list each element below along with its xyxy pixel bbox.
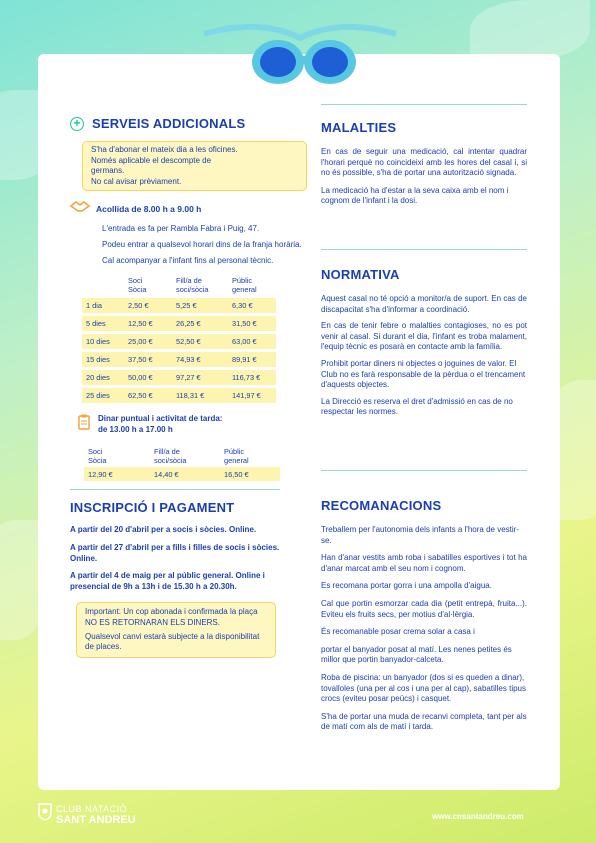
recomanacions-paragraph: Han d'anar vestits amb roba i sabatilles esportives i tot ha d'anar marcat amb el seu nom i cognom. (321, 553, 527, 573)
table-cell: 25,00 € (124, 334, 172, 349)
malalties-paragraph: La medicació ha d'estar a la seva caixa amb el nom i cognom de l'infant i la dosi. (321, 185, 509, 206)
inscripcio-list (70, 525, 280, 592)
table-row (84, 467, 280, 481)
normativa-paragraph: Prohibit portar diners ni objectes o joguines de valor. El Club no es farà responsable de la pèrdua o el trencament d'aquests objectes. (321, 358, 526, 390)
table-header-row (82, 274, 276, 296)
recomanacions-title: RECOMANACIONS (321, 498, 442, 513)
inscripcio-item: A partir del 27 d'abril per a fills i filles de socis i sòcies. Online. (70, 542, 280, 563)
serveis-heading (70, 116, 310, 131)
recomanacions-paragraph: portar el banyador posat al matí. Les nenes petites és millor que portin banyador-calceta. (321, 644, 512, 665)
table-header: Fill/a de soci/sòcia (176, 276, 209, 295)
table-cell: 1 dia (82, 298, 124, 313)
recomanacions-paragraph: Es recomana portar gorra i una ampolla d'aigua. (321, 581, 492, 591)
acollida-heading (70, 199, 310, 218)
divider (321, 470, 527, 471)
divider (321, 249, 527, 250)
normativa-section (321, 267, 527, 418)
malalties-title: MALALTIES (321, 120, 397, 135)
dinar-heading (78, 414, 310, 435)
malalties-paragraph: En cas de seguir una medicació, cal intentar quadrar l'horari perquè no coincideixi amb les hores del casal i, si no és possible, s'ha de portar una autorització signada. (321, 147, 527, 178)
table-cell: 2,50 € (124, 298, 172, 313)
recomanacions-paragraph: Cal que portin esmorzar cada dia (petit entrepà, fruita...). Eviteu els fruits secs, per motius d'al·lèrgia. (321, 598, 527, 619)
table-row (82, 298, 276, 313)
table-header: Soci Sòcia (128, 276, 147, 295)
serveis-note-line: S'ha d'abonar el mateix dia a les oficines. (91, 145, 238, 154)
inscripcio-title: INSCRIPCIÓ I PAGAMENT (70, 500, 235, 516)
table-cell: 63,00 € (228, 334, 276, 349)
content-card (38, 54, 560, 790)
acollida-line: Cal acompanyar a l'infant fins al personal tècnic. (102, 255, 274, 265)
logo-line: SANT ANDREU (56, 813, 136, 826)
table-spacer (82, 403, 276, 406)
table-cell: 50,00 € (124, 370, 172, 385)
table-cell: 52,50 € (172, 334, 228, 349)
table-cell: 31,50 € (228, 316, 276, 331)
table-cell: 97,27 € (172, 370, 228, 385)
table-header (82, 274, 124, 296)
serveis-note-line: Només aplicable el descompte de (91, 155, 212, 165)
table-cell: 10 dies (82, 334, 124, 349)
club-crest-icon (38, 803, 52, 826)
table-cell: 5,25 € (172, 298, 228, 313)
acollida-title: Acollida de 8.00 h a 9.00 h (96, 203, 202, 214)
table-cell: 141,97 € (228, 388, 276, 403)
table-row (82, 370, 276, 385)
table-cell: 37,50 € (124, 352, 172, 367)
malalties-section (321, 120, 527, 207)
acollida-line: L'entrada es fa per Rambla Fabra i Puig, 47. (102, 224, 260, 234)
serveis-note-line: No cal avisar prèviament. (91, 176, 182, 186)
table-cell: 116,73 € (228, 370, 276, 385)
important-text: Qualsevol canvi estarà subjecte a la disponibilitat de places. (85, 631, 260, 652)
table-cell: 5 dies (82, 316, 124, 331)
table-row (82, 316, 276, 331)
table-cell: 15 dies (82, 352, 124, 367)
recomanacions-paragraph: Treballem per l'autonomia dels infants a l'hora de vestir-se. (321, 525, 519, 545)
important-text: Important: Un cop abonada i confirmada la plaça NO ES RETORNARAN ELS DINERS. (85, 607, 258, 627)
important-box (76, 602, 276, 657)
inscripcio-item: A partir del 20 d'abril per a socis i sòcies. Online. (70, 525, 257, 535)
table-row (82, 334, 276, 349)
serveis-note-box (82, 141, 307, 191)
table-cell: 26,25 € (172, 316, 228, 331)
table-cell: 20 dies (82, 370, 124, 385)
background-leaf (470, 0, 590, 60)
table-cell: 12,50 € (124, 316, 172, 331)
table-cell: 74,93 € (172, 352, 228, 367)
divider (321, 104, 527, 105)
table-cell: 14,40 € (150, 467, 220, 481)
table-row (82, 352, 276, 367)
dinar-title: Dinar puntual i activitat de tarda: (98, 414, 223, 424)
acollida-details (102, 224, 302, 266)
left-column (70, 116, 310, 658)
recomanacions-paragraph: Roba de piscina: un banyador (dos si es queden a dinar), tovalloles (una per al cos i una per al cap), sabatilles tipus crocs (eviteu posar peücs) i casquet. (321, 672, 526, 704)
table-cell: 89,91 € (228, 352, 276, 367)
acollida-price-table (82, 274, 276, 296)
plus-circle-icon: + (70, 117, 84, 131)
table-cell: 25 dies (82, 388, 124, 403)
table-cell: 62,50 € (124, 388, 172, 403)
recomanacions-paragraph: S'ha de portar una muda de recanvi completa, tant per als de matí com als de matí i tarda. (321, 711, 527, 732)
table-header: Públic general (224, 447, 249, 466)
dinar-price-table (84, 445, 280, 481)
website-link[interactable]: www.cnsantandreu.com (432, 812, 524, 821)
table-cell: 12,90 € (84, 467, 150, 481)
table-header: Públic general (232, 276, 257, 295)
normativa-paragraph: La Direcció es reserva el dret d'admissió en cas de no respectar les normes. (321, 396, 513, 417)
table-cell: 6,30 € (228, 298, 276, 313)
recomanacions-section (321, 498, 527, 733)
table-cell: 118,31 € (172, 388, 228, 403)
club-logo (38, 803, 136, 826)
serveis-title: SERVEIS ADDICIONALS (92, 116, 246, 131)
table-header: Fill/a de soci/sòcia (154, 447, 187, 466)
handshake-icon (70, 199, 90, 218)
divider (70, 489, 280, 490)
acollida-line: Podeu entrar a qualsevol horari dins de la franja horària. (102, 239, 302, 249)
normativa-paragraph: Aquest casal no té opció a monitor/a de suport. En cas de discapacitat s'ha d'informar a coordinació. (321, 294, 527, 314)
table-cell: 16,50 € (220, 467, 280, 481)
acollida-price-rows (82, 298, 276, 406)
table-row (82, 388, 276, 403)
logo-line: CLUB NATACIÓ (56, 803, 128, 814)
normativa-title: NORMATIVA (321, 267, 400, 282)
recomanacions-paragraph: És recomanable posar crema solar a casa i (321, 627, 475, 637)
dinar-time: de 13.00 h a 17.00 h (98, 424, 173, 434)
inscripcio-item: A partir del 4 de maig per al públic general. Online i presencial de 9h a 13h i de 15.30 h a 20.30h. (70, 571, 265, 591)
table-header: Soci Sòcia (88, 447, 107, 466)
serveis-note-line: germans. (91, 166, 125, 176)
normativa-paragraph: En cas de tenir febre o malalties contagioses, no es pot venir al casal. Si durant el dia, l'infant es troba malament, l'equip tècnic es posarà en contacte amb la família. (321, 321, 527, 352)
clipboard-icon (78, 414, 90, 435)
goggles-illustration (200, 14, 400, 94)
